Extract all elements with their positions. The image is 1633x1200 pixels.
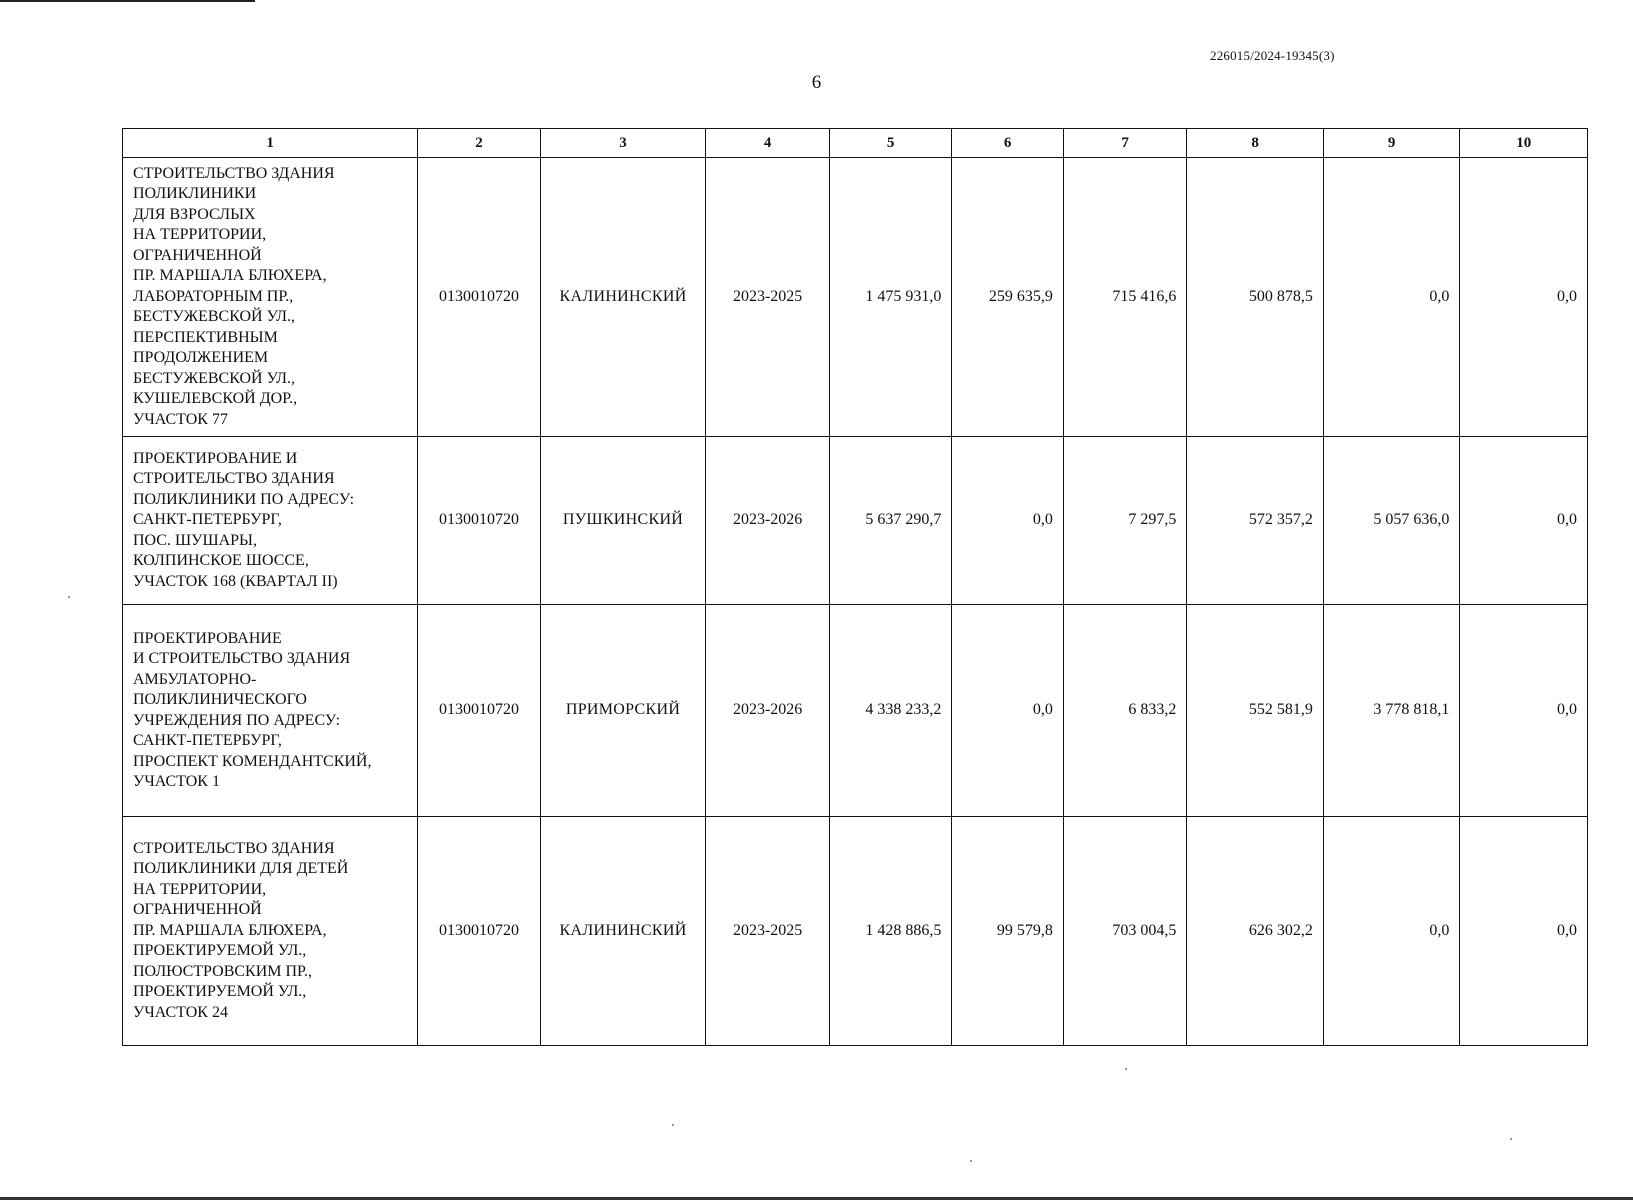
table-row [123,605,1588,817]
value-cell-10: 0,0 [1460,437,1588,605]
scan-speck [1510,1138,1512,1140]
document-id: 226015/2024-19345(3) [1210,48,1335,63]
district-cell: ПРИМОРСКИЙ [540,605,706,817]
value-cell-5: 4 338 233,2 [829,605,952,817]
column-header-2: 2 [418,129,541,158]
value-cell-7: 6 833,2 [1063,605,1187,817]
column-header-8: 8 [1187,129,1324,158]
code-cell: 0130010720 [418,605,541,817]
column-header-3: 3 [540,129,706,158]
value-cell-5: 1 428 886,5 [829,817,952,1046]
period-cell: 2023-2025 [706,158,830,437]
value-cell-5: 5 637 290,7 [829,437,952,605]
value-cell-9: 0,0 [1323,817,1460,1046]
district-cell: КАЛИНИНСКИЙ [540,158,706,437]
scan-speck [672,1124,674,1126]
column-header-7: 7 [1063,129,1187,158]
value-cell-7: 715 416,6 [1063,158,1187,437]
district-cell: КАЛИНИНСКИЙ [540,817,706,1046]
column-header-9: 9 [1323,129,1460,158]
table-row [123,437,1588,605]
value-cell-10: 0,0 [1460,158,1588,437]
value-cell-6: 99 579,8 [952,817,1063,1046]
value-cell-6: 0,0 [952,437,1063,605]
project-name-cell: ПРОЕКТИРОВАНИЕ И СТРОИТЕЛЬСТВО ЗДАНИЯ АМБУЛАТОРНО- ПОЛИКЛИНИЧЕСКОГО УЧРЕЖДЕНИЯ ПО АДРЕСУ: САНКТ-ПЕТЕРБУРГ, ПРОСПЕКТ КОМЕНДАНТСКИЙ, УЧАСТОК 1 [123,605,418,817]
district-cell: ПУШКИНСКИЙ [540,437,706,605]
page-number: 6 [811,72,822,93]
scan-edge-line-top [0,0,255,2]
scan-speck [970,1160,972,1162]
value-cell-8: 500 878,5 [1187,158,1324,437]
value-cell-8: 626 302,2 [1187,817,1324,1046]
code-cell: 0130010720 [418,158,541,437]
period-cell: 2023-2026 [706,605,830,817]
value-cell-7: 703 004,5 [1063,817,1187,1046]
scan-speck [68,596,70,598]
column-header-10: 10 [1460,129,1588,158]
table-header-row [123,129,1588,158]
data-table [122,128,1588,1046]
project-name-cell: СТРОИТЕЛЬСТВО ЗДАНИЯ ПОЛИКЛИНИКИ ДЛЯ ВЗРОСЛЫХ НА ТЕРРИТОРИИ, ОГРАНИЧЕННОЙ ПР. МАРШАЛА БЛЮХЕРА, ЛАБОРАТОРНЫМ ПР., БЕСТУЖЕВСКОЙ УЛ., ПЕРСПЕКТИВНЫМ ПРОДОЛЖЕНИЕМ БЕСТУЖЕВСКОЙ УЛ., КУШЕЛЕВСКОЙ ДОР., УЧАСТОК 77 [123,158,418,437]
column-header-6: 6 [952,129,1063,158]
scan-speck [1125,1068,1127,1070]
table-row [123,817,1588,1046]
value-cell-7: 7 297,5 [1063,437,1187,605]
value-cell-6: 0,0 [952,605,1063,817]
value-cell-9: 3 778 818,1 [1323,605,1460,817]
column-header-1: 1 [123,129,418,158]
value-cell-10: 0,0 [1460,817,1588,1046]
column-header-4: 4 [706,129,830,158]
value-cell-9: 0,0 [1323,158,1460,437]
value-cell-9: 5 057 636,0 [1323,437,1460,605]
value-cell-10: 0,0 [1460,605,1588,817]
value-cell-6: 259 635,9 [952,158,1063,437]
code-cell: 0130010720 [418,437,541,605]
project-name-cell: ПРОЕКТИРОВАНИЕ И СТРОИТЕЛЬСТВО ЗДАНИЯ ПОЛИКЛИНИКИ ПО АДРЕСУ: САНКТ-ПЕТЕРБУРГ, ПОС. ШУШАРЫ, КОЛПИНСКОЕ ШОССЕ, УЧАСТОК 168 (КВАРТАЛ II) [123,437,418,605]
code-cell: 0130010720 [418,817,541,1046]
value-cell-5: 1 475 931,0 [829,158,952,437]
period-cell: 2023-2025 [706,817,830,1046]
column-header-5: 5 [829,129,952,158]
project-name-cell: СТРОИТЕЛЬСТВО ЗДАНИЯ ПОЛИКЛИНИКИ ДЛЯ ДЕТЕЙ НА ТЕРРИТОРИИ, ОГРАНИЧЕННОЙ ПР. МАРШАЛА БЛЮХЕРА, ПРОЕКТИРУЕМОЙ УЛ., ПОЛЮСТРОВСКИМ ПР., ПРОЕКТИРУЕМОЙ УЛ., УЧАСТОК 24 [123,817,418,1046]
value-cell-8: 552 581,9 [1187,605,1324,817]
value-cell-8: 572 357,2 [1187,437,1324,605]
table-row [123,158,1588,437]
period-cell: 2023-2026 [706,437,830,605]
